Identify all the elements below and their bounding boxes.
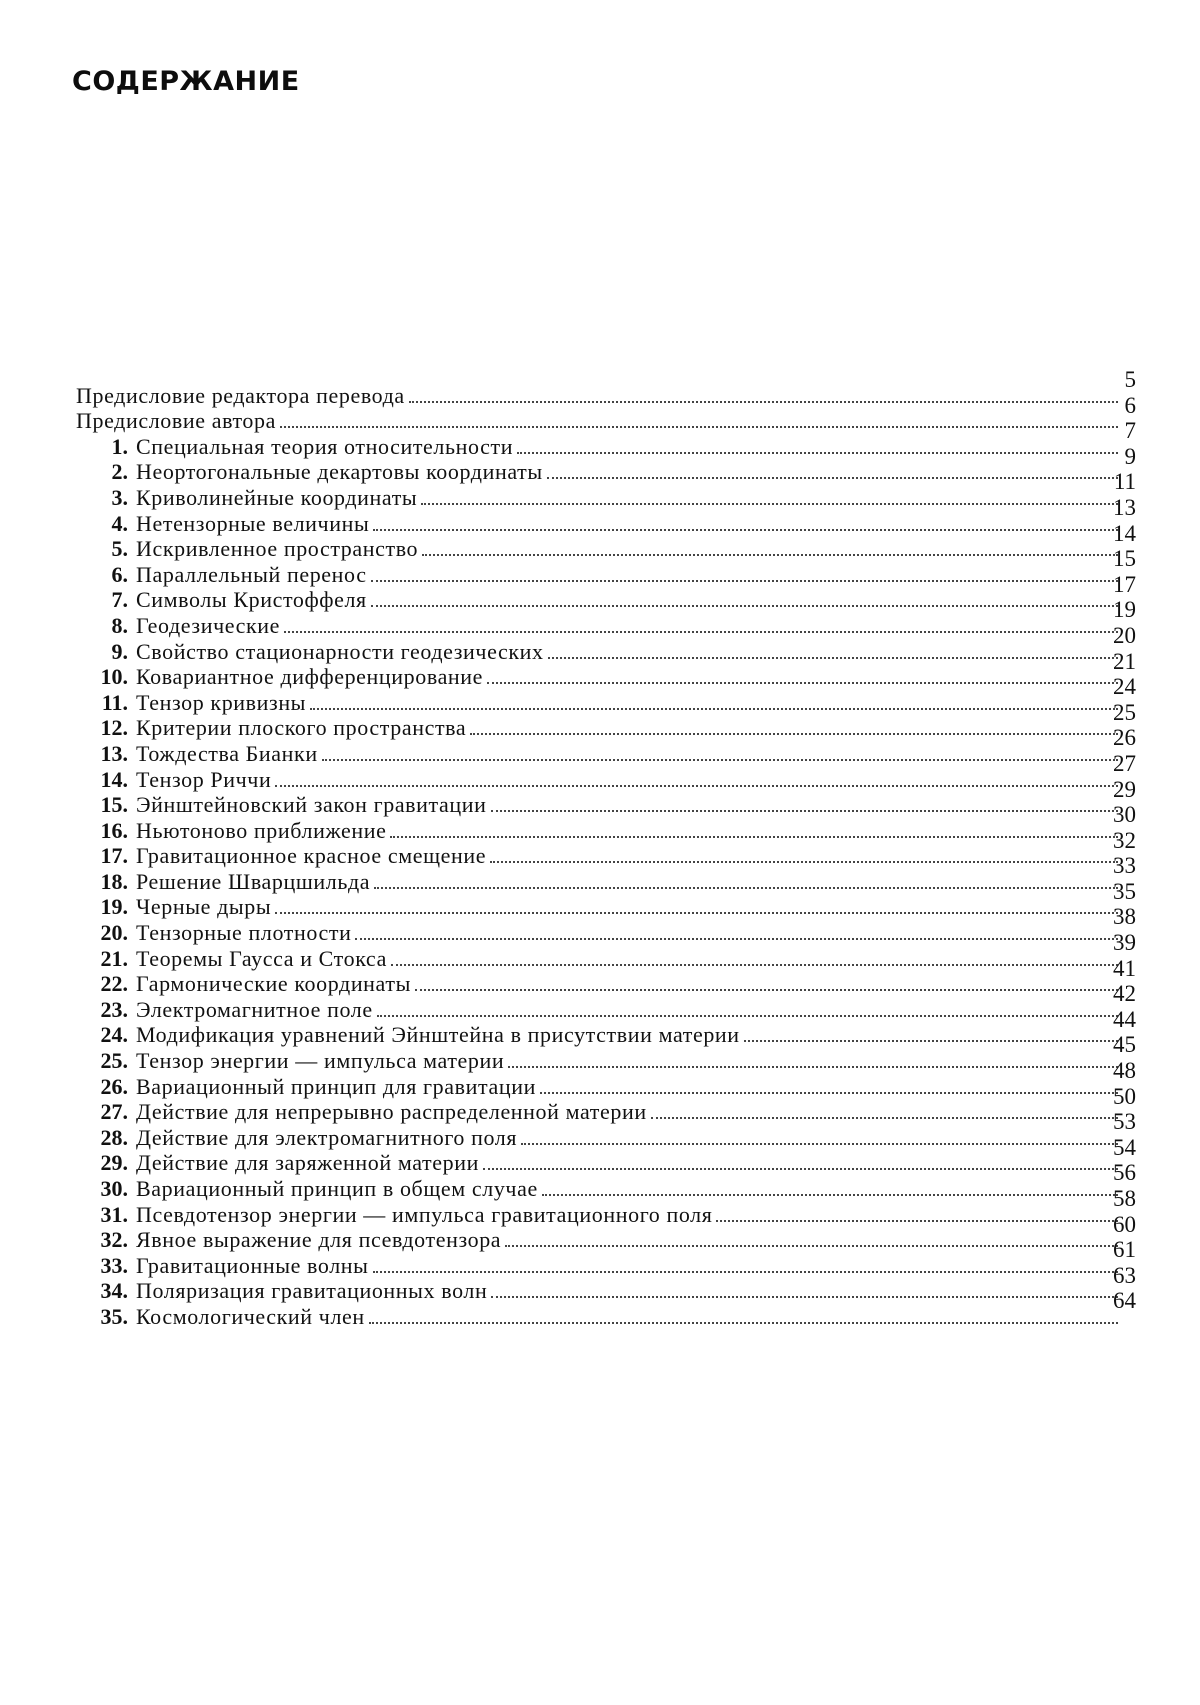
toc-entry-title: Поляризация гравитационных волн [136,1278,488,1304]
toc-entry-number: 25. [100,1048,128,1074]
toc-entry-title: Специальная теория относительности [136,433,514,459]
toc-entry-page: 41 [1113,955,1136,981]
toc-entry-number: 34. [100,1278,128,1304]
toc-entry-number: 12. [100,715,128,741]
toc-entry-title: Электромагнитное поле [136,996,373,1022]
dot-leader [275,912,1118,914]
dot-leader [369,1322,1118,1324]
toc-entry-page: 27 [1113,750,1136,776]
toc-entry-title: Действие для электромагнитного поля [136,1124,518,1150]
toc-entry-title: Действие для непрерывно распределенной материи [136,1099,647,1125]
toc-entry-title: Гармонические координаты [136,971,411,997]
dot-leader [491,1296,1118,1298]
toc-entry [76,367,1136,408]
toc-entry-number: 28. [100,1124,128,1150]
toc-entry-page: 42 [1113,981,1136,1007]
toc-entry-number: 3. [111,484,128,510]
table-of-contents [76,367,1136,1329]
dot-leader [355,938,1118,940]
toc-entry-page: 20 [1113,622,1136,648]
toc-entry-number: 33. [100,1252,128,1278]
toc-entry-title: Критерии плоского пространства [136,715,467,741]
toc-entry-title: Ковариантное дифференцирование [136,664,484,690]
toc-entry-title: Тензор энергии — импульса материи [136,1048,505,1074]
dot-leader [373,1271,1118,1273]
page-title: СОДЕРЖАНИЕ [72,66,300,97]
dot-leader [371,580,1118,582]
toc-entry-page: 17 [1113,571,1136,597]
toc-entry-number: 35. [100,1303,128,1329]
toc-entry-number: 17. [100,843,128,869]
dot-leader [284,631,1118,633]
toc-entry-title: Гравитационные волны [136,1252,369,1278]
dot-leader [483,1168,1118,1170]
toc-entry-page: 33 [1113,853,1136,879]
toc-entry-page: 58 [1113,1186,1136,1211]
dot-leader [487,682,1118,684]
dot-leader [310,708,1118,710]
toc-entry-title: Свойство стационарности геодезических [136,638,544,664]
toc-entry-page: 13 [1113,494,1136,520]
toc-entry-page: 19 [1113,597,1136,623]
dot-leader [470,733,1118,735]
dot-leader [505,1245,1118,1247]
dot-leader [390,836,1118,838]
toc-entry-title: Тензорные плотности [136,920,352,946]
dot-leader [490,861,1118,863]
toc-entry-title: Предисловие автора [76,408,276,434]
dot-leader [421,503,1118,505]
toc-entry-number: 22. [100,971,128,997]
toc-entry-title: Ньютоново приближение [136,817,387,843]
toc-entry-number: 7. [111,587,128,613]
toc-entry-page: 35 [1113,878,1136,904]
dot-leader [322,759,1118,761]
toc-entry-number: 21. [100,945,128,971]
toc-entry-number: 19. [100,894,128,920]
toc-entry-page: 15 [1113,546,1136,572]
toc-entry-title: Гравитационное красное смещение [136,843,487,869]
toc-entry-page: 21 [1113,648,1136,674]
toc-entry-title: Решение Шварцшильда [136,868,371,894]
toc-entry-title: Тождества Бианки [136,740,318,766]
dot-leader [540,1092,1118,1094]
toc-entry-page: 45 [1113,1032,1136,1058]
toc-entry-title: Предисловие редактора перевода [76,382,405,408]
toc-entry-page: 7 [1124,418,1136,444]
toc-entry-number: 26. [100,1073,128,1099]
toc-entry-page: 39 [1113,930,1136,956]
toc-entry-page: 44 [1113,1006,1136,1032]
toc-entry-page: 53 [1113,1109,1136,1135]
toc-entry-title: Тензор кривизны [136,689,307,715]
toc-entry-page: 25 [1113,699,1136,725]
toc-entry-page: 6 [1124,392,1136,418]
dot-leader [521,1143,1118,1145]
toc-entry-page: 38 [1113,904,1136,930]
dot-leader [744,1040,1118,1042]
dot-leader [373,529,1118,531]
dot-leader [651,1117,1118,1119]
toc-entry-number: 9. [111,638,128,664]
toc-entry-title: Псевдотензор энергии — импульса гравитационного поля [136,1201,713,1227]
toc-entry-title: Черные дыры [136,894,272,920]
toc-entry-title: Криволинейные координаты [136,484,418,510]
toc-entry-number: 27. [100,1099,128,1125]
toc-entry-page: 26 [1113,725,1136,751]
toc-entry-number: 10. [100,664,128,690]
toc-entry-title: Искривленное пространство [136,536,419,562]
toc-entry-title: Параллельный перенос [136,561,367,587]
toc-entry-page: 54 [1113,1134,1136,1160]
toc-entry-title: Тензор Риччи [136,766,272,792]
toc-entry-page: 9 [1124,443,1136,469]
toc-entry-number: 31. [100,1201,128,1227]
toc-entry-number: 13. [100,740,128,766]
dot-leader [547,477,1118,479]
toc-entry-page: 29 [1113,776,1136,802]
toc-entry-page: 50 [1113,1083,1136,1109]
toc-entry-title: Неортогональные декартовы координаты [136,459,543,485]
toc-entry-title: Действие для заряженной материи [136,1150,479,1176]
toc-entry-page: 24 [1113,674,1136,700]
dot-leader [517,452,1118,454]
dot-leader [422,554,1118,556]
toc-entry-number: 6. [111,561,128,587]
toc-entry-page: 32 [1113,827,1136,853]
toc-entry-number: 15. [100,792,128,818]
toc-entry-number: 32. [100,1227,128,1253]
toc-entry-number: 29. [100,1150,128,1176]
toc-entry-title: Вариационный принцип в общем случае [136,1176,538,1201]
toc-entry-page: 61 [1113,1237,1136,1263]
toc-entry-page: 56 [1113,1160,1136,1186]
dot-leader [391,964,1118,966]
toc-entry-number: 20. [100,920,128,946]
dot-leader [542,1194,1118,1196]
toc-entry-page: 63 [1113,1262,1136,1288]
dot-leader [371,605,1118,607]
toc-entry-page: 30 [1113,802,1136,828]
toc-entry-title: Нетензорные величины [136,510,370,536]
dot-leader [415,989,1118,991]
toc-entry-number: 18. [100,868,128,894]
toc-entry-title: Вариационный принцип для гравитации [136,1073,536,1099]
toc-entry-number: 5. [111,536,128,562]
toc-entry-title: Явное выражение для псевдотензора [136,1227,502,1253]
dot-leader [491,810,1118,812]
dot-leader [275,785,1118,787]
dot-leader [716,1220,1118,1222]
toc-entry-number: 30. [100,1176,128,1201]
toc-entry-number: 8. [111,612,128,638]
toc-entry-title: Теоремы Гаусса и Стокса [136,945,387,971]
dot-leader [374,887,1118,889]
dot-leader [280,426,1118,428]
dot-leader [409,401,1118,403]
toc-entry-number: 4. [111,510,128,536]
toc-entry-page: 14 [1113,520,1136,546]
toc-entry-page: 5 [1124,367,1136,392]
toc-entry-number: 23. [100,996,128,1022]
toc-entry-title: Модификация уравнений Эйнштейна в присутствии материи [136,1022,740,1048]
toc-entry-page: 11 [1113,469,1136,495]
dot-leader [548,657,1118,659]
toc-entry-number: 24. [100,1022,128,1048]
toc-entry-title: Эйнштейновский закон гравитации [136,792,487,818]
toc-entry-title: Геодезические [136,612,281,638]
toc-entry-number: 16. [100,817,128,843]
toc-entry-number: 11. [101,689,128,715]
toc-entry-page: 60 [1113,1211,1136,1237]
toc-entry-title: Космологический член [136,1303,365,1329]
toc-entry-page: 64 [1113,1288,1136,1314]
toc-entry-number: 14. [100,766,128,792]
dot-leader [377,1015,1118,1017]
dot-leader [508,1066,1118,1068]
toc-entry-page: 48 [1113,1058,1136,1084]
toc-entry-number: 1. [111,433,128,459]
toc-entry-number: 2. [111,459,128,485]
toc-entry-title: Символы Кристоффеля [136,587,367,613]
